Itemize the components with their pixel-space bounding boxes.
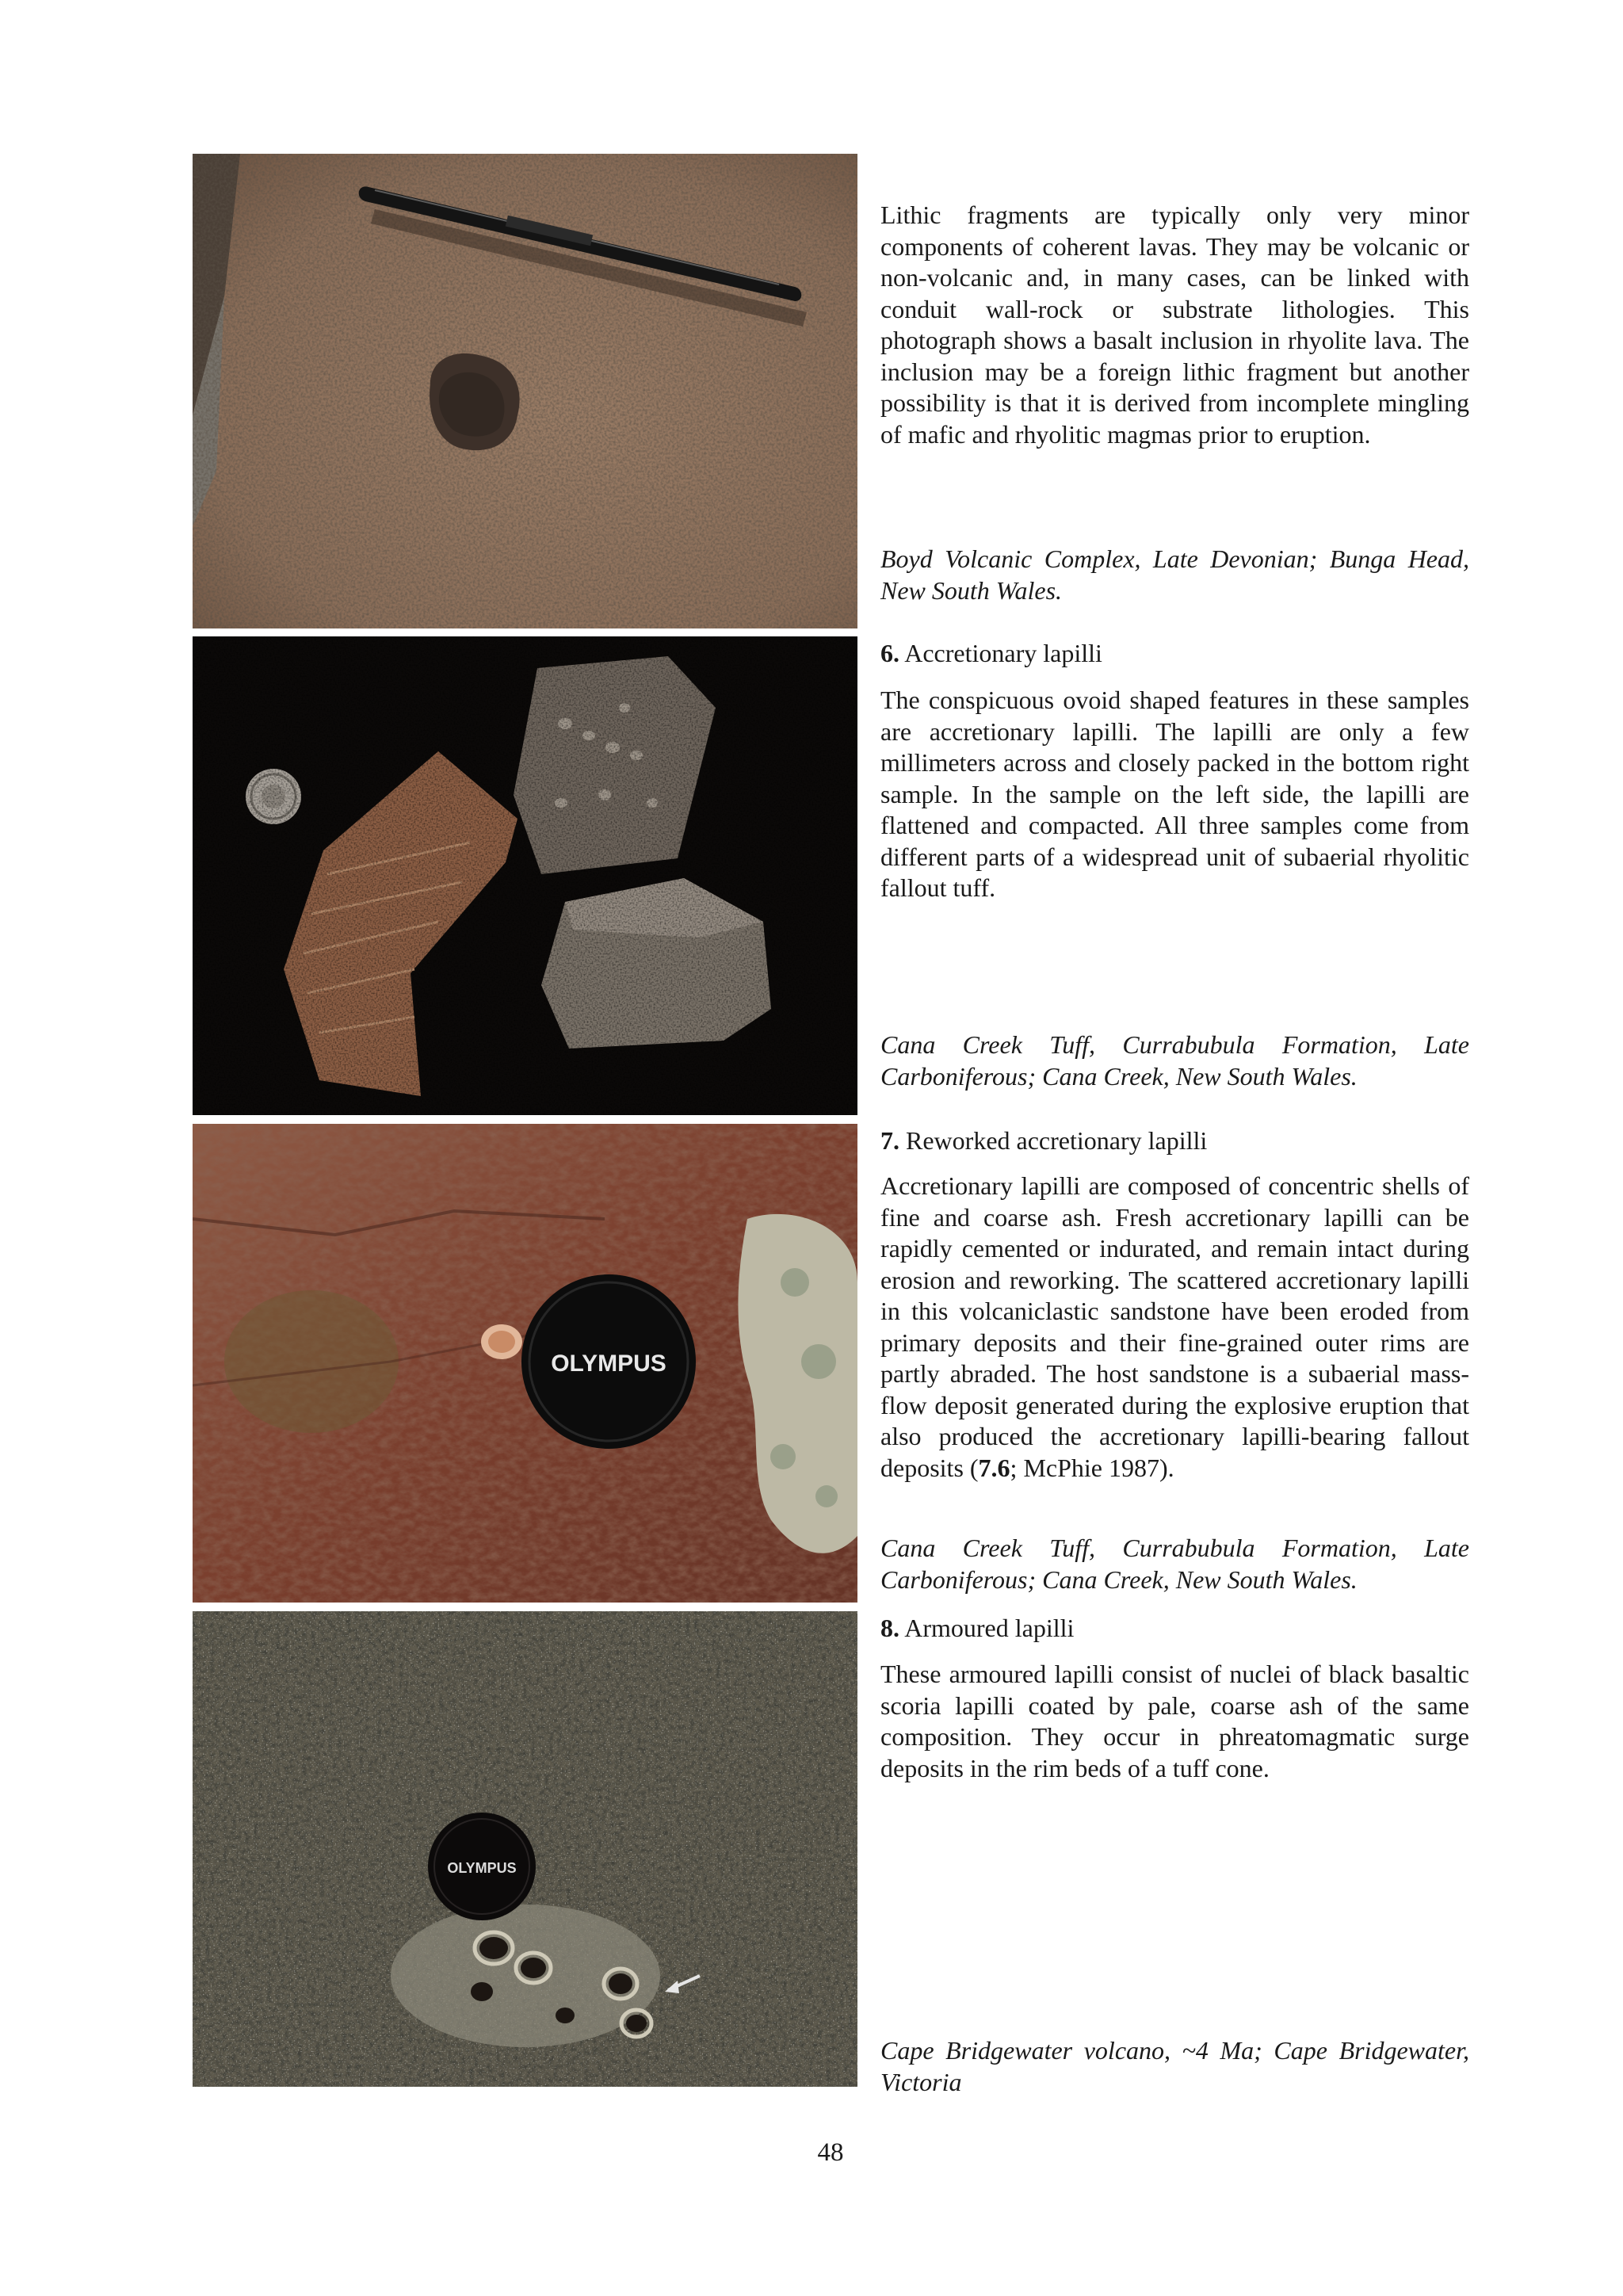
figure-reference: 7.6 <box>978 1453 1010 1482</box>
description-basalt-inclusion: Lithic fragments are typically only very minor components of coherent lavas. They may be volcanic or non-volcanic and, in many cases, can be linked with conduit wall-rock or substrate lithologies. This photograph shows a basalt inclusion in rhyolite lava. The inclusion may be a foreign lithic fragment but another possibility is that it is derived from incomplete mingling of mafic and rhyolitic magmas prior to eruption. <box>880 201 1469 449</box>
heading-reworked-accretionary-lapilli <box>880 1125 1469 1156</box>
figure-number: 6. <box>880 639 899 667</box>
photo-reworked-accretionary-lapilli <box>193 1124 857 1603</box>
photo-basalt-inclusion <box>193 154 857 628</box>
figure-title: Accretionary lapilli <box>904 639 1102 667</box>
photo-armoured-lapilli <box>193 1611 857 2087</box>
description-reworked-accretionary-lapilli: Accretionary lapilli are composed of concentric shells of fine and coarse ash. Fresh accretionary lapilli can be rapidly cemented or indurated, and remain intact during erosion and reworking. The scattered accretionary lapilli in this volcaniclastic sandstone have been eroded from primary deposits and their fine-grained outer rims are partly abraded. The host sandstone is a subaerial mass-flow deposit generated during the explosive eruption that also produced the accretionary lapilli-bearing fallout deposits (7.6; McPhie 1987). <box>880 1171 1469 1482</box>
page-number: 48 <box>817 2138 844 2167</box>
location-caption-accretionary-lapilli: Cana Creek Tuff, Currabubula Formation, Late Carboniferous; Cana Creek, New South Wales. <box>880 1030 1469 1091</box>
description-accretionary-lapilli: The conspicuous ovoid shaped features in these samples are accretionary lapilli. The lapilli are only a few millimeters across and closely packed in the bottom right sample. In the sample on the left side, the lapilli are flattened and compacted. All three samples come from different parts of a widespread unit of subaerial rhyolitic fallout tuff. <box>880 686 1469 902</box>
figure-number: 7. <box>880 1126 899 1155</box>
heading-armoured-lapilli <box>880 1612 1469 1644</box>
figure-title: Reworked accretionary lapilli <box>906 1126 1208 1155</box>
description-armoured-lapilli: These armoured lapilli consist of nuclei of black basaltic scoria lapilli coated by pale, coarse ash of the same composition. They occur in phreatomagmatic surge deposits in the rim beds of a tuff cone. <box>880 1660 1469 1782</box>
location-caption-basalt-inclusion: Boyd Volcanic Complex, Late Devonian; Bunga Head, New South Wales. <box>880 544 1469 605</box>
location-caption-armoured-lapilli: Cape Bridgewater volcano, ~4 Ma; Cape Bridgewater, Victoria <box>880 2036 1469 2096</box>
lens-cap-brand: OLYMPUS <box>551 1350 666 1377</box>
location-caption-reworked-accretionary-lapilli: Cana Creek Tuff, Currabubula Formation, Late Carboniferous; Cana Creek, New South Wales. <box>880 1534 1469 1594</box>
lens-cap-brand: OLYMPUS <box>447 1860 517 1876</box>
heading-accretionary-lapilli <box>880 637 1469 669</box>
photo-accretionary-lapilli <box>193 636 857 1115</box>
figure-title: Armoured lapilli <box>904 1614 1075 1642</box>
figure-number: 8. <box>880 1614 899 1642</box>
